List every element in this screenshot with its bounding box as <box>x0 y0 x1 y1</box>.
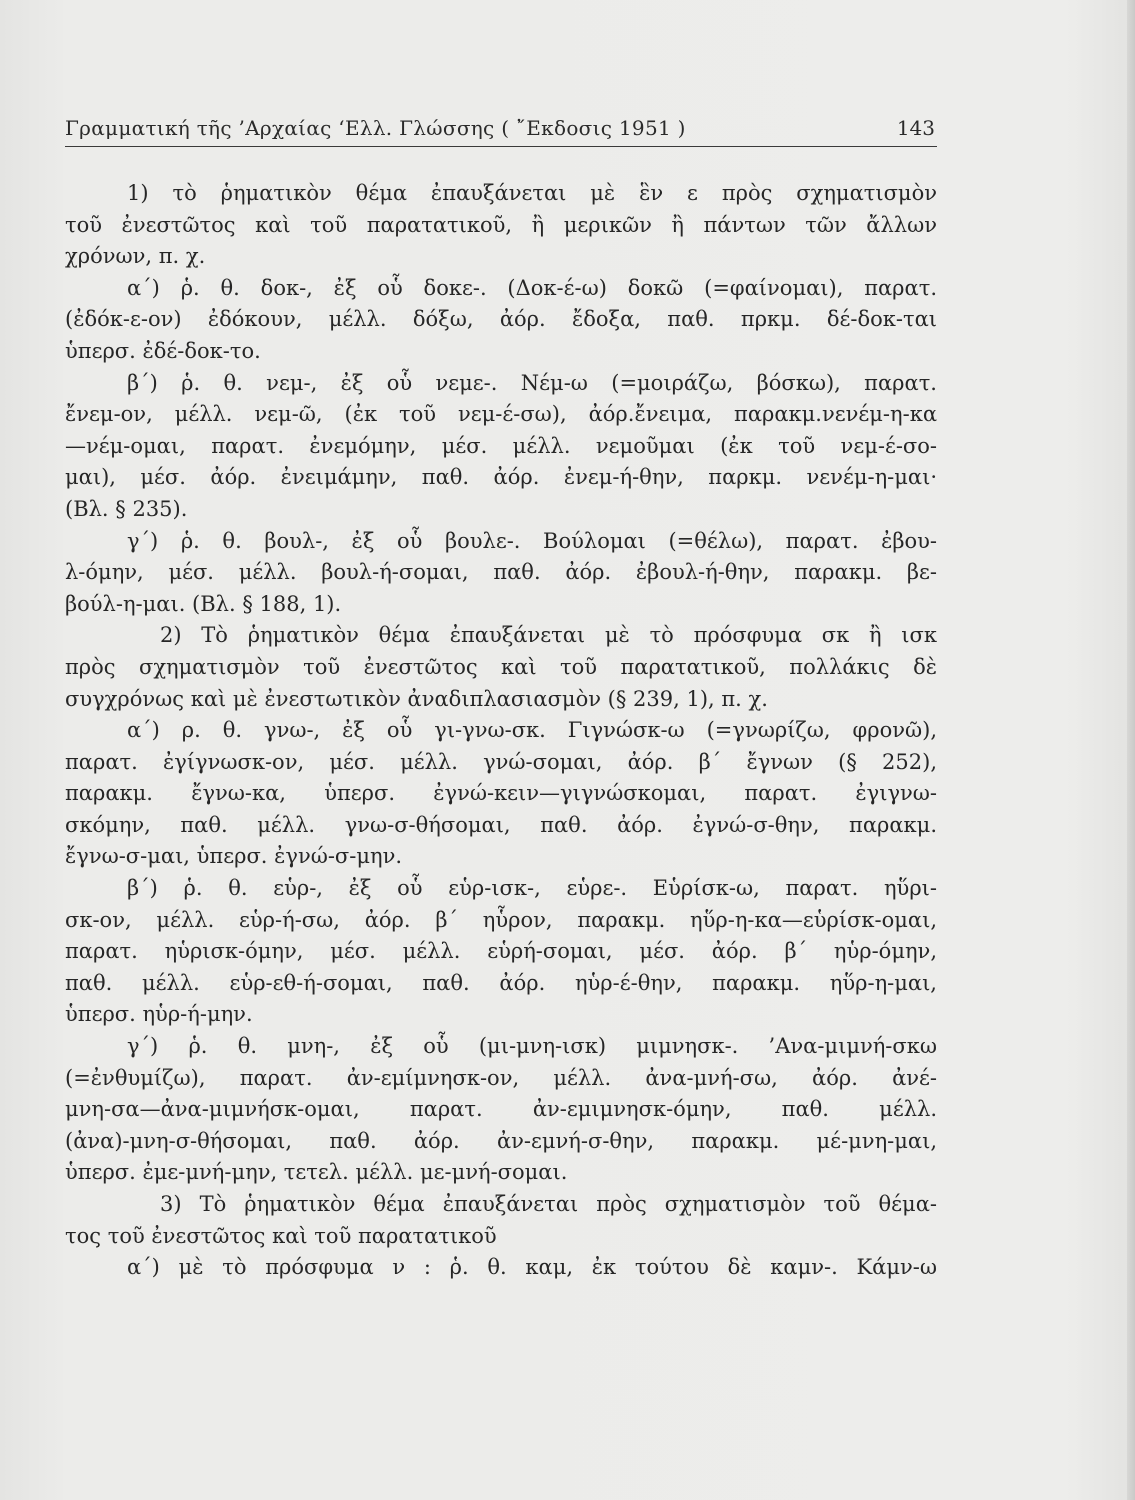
text-line: (=ἐνθυμίζω), παρατ. ἀν-εμίμνησκ-ον, μέλλ. ἀνα-μνή-σω, ἀόρ. ἀνέ- <box>65 1065 937 1090</box>
text-line: β΄) ῥ. θ. εὑρ-, ἐξ οὗ εὑρ-ισκ-, εὑρε-. Εὑρίσκ-ω, παρατ. ηὕρι- <box>127 876 937 901</box>
text-line: α΄) μὲ τὸ πρόσφυμα ν : ῥ. θ. καμ, ἐκ τούτου δὲ καμν-. Κάμν-ω <box>127 1255 937 1280</box>
page-edge-shadow <box>1127 0 1135 1500</box>
text-line: γ΄) ῥ. θ. μνη-, ἐξ οὗ (μι-μνη-ισκ) μιμνησκ-. ’Ανα-μιμνή-σκω <box>127 1034 937 1059</box>
text-line: (Βλ. § 235). <box>65 496 188 521</box>
text-line: (ἐδόκ-ε-ον) ἐδόκουν, μέλλ. δόξω, ἀόρ. ἔδοξα, παθ. πρκμ. δέ-δοκ-ται <box>65 307 937 332</box>
text-line: γ΄) ῥ. θ. βουλ-, ἐξ οὗ βουλε-. Βούλομαι (=θέλω), παρατ. ἐβου- <box>127 528 937 553</box>
text-line: —νέμ-ομαι, παρατ. ἐνεμόμην, μέσ. μέλλ. νεμοῦμαι (ἐκ τοῦ νεμ-έ-σο- <box>65 433 937 458</box>
text-line: συγχρόνως καὶ μὲ ἐνεστωτικὸν ἀναδιπλασιασμὸν (§ 239, 1), π. χ. <box>65 686 768 711</box>
text-line: 1) τὸ ῥηματικὸν θέμα ἐπαυξάνεται μὲ ἓν ε πρὸς σχηματισμὸν <box>127 181 937 205</box>
text-line: μαι), μέσ. ἀόρ. ἐνειμάμην, παθ. ἀόρ. ἐνεμ-ή-θην, παρκμ. νενέμ-η-μαι· <box>65 465 937 490</box>
running-title: Γραμματική τῆς ’Αρχαίας ‘Ελλ. Γλώσσης ( ῎Εκδοσις 1951 ) <box>65 116 686 140</box>
text-line: βούλ-η-μαι. (Βλ. § 188, 1). <box>65 591 342 616</box>
text-line: σκόμην, παθ. μέλλ. γνω-σ-θήσομαι, παθ. ἀόρ. ἐγνώ-σ-θην, παρακμ. <box>65 812 937 837</box>
text-line: παρατ. ἐγίγνωσκ-ον, μέσ. μέλλ. γνώ-σομαι, ἀόρ. β΄ ἔγνων (§ 252), <box>65 749 937 774</box>
text-line: μνη-σα—ἀνα-μιμνήσκ-ομαι, παρατ. ἀν-εμιμνησκ-όμην, παθ. μέλλ. <box>65 1097 937 1122</box>
text-line: χρόνων, π. χ. <box>65 244 206 269</box>
text-line: ὑπερσ. ἐδέ-δοκ-το. <box>65 338 261 363</box>
text-line: ἔνεμ-ον, μέλλ. νεμ-ῶ, (ἐκ τοῦ νεμ-έ-σω), ἀόρ.ἔνειμα, παρακμ.νενέμ-η-κα <box>65 402 937 427</box>
text-line: α΄) ῥ. θ. δοκ-, ἐξ οὗ δοκε-. (Δοκ-έ-ω) δοκῶ (=φαίνομαι), παρατ. <box>127 275 937 300</box>
text-line: ὑπερσ. ἐμε-μνή-μην, τετελ. μέλλ. με-μνή-σομαι. <box>65 1160 568 1185</box>
running-header <box>65 112 937 147</box>
text-line: ἔγνω-σ-μαι, ὑπερσ. ἐγνώ-σ-μην. <box>65 844 403 869</box>
text-line: τοῦ ἐνεστῶτος καὶ τοῦ παρατατικοῦ, ἢ μερικῶν ἢ πάντων τῶν ἄλλων <box>65 212 937 237</box>
text-line: παθ. μέλλ. εὑρ-εθ-ή-σομαι, παθ. ἀόρ. ηὑρ-έ-θην, παρακμ. ηὕρ-η-μαι, <box>65 970 937 995</box>
text-line: σκ-ον, μέλλ. εὑρ-ή-σω, ἀόρ. β΄ ηὗρον, παρακμ. ηὕρ-η-κα—εὑρίσκ-ομαι, <box>65 907 937 932</box>
text-line: παρακμ. ἔγνω-κα, ὑπερσ. ἐγνώ-κειν—γιγνώσκομαι, παρατ. ἐγιγνω- <box>65 781 937 806</box>
text-line: παρατ. ηὑρισκ-όμην, μέσ. μέλλ. εὑρή-σομαι, μέσ. ἀόρ. β΄ ηὑρ-όμην, <box>65 939 937 964</box>
text-line: 3) Τὸ ῥηματικὸν θέμα ἐπαυξάνεται πρὸς σχηματισμὸν τοῦ θέμα- <box>160 1192 937 1216</box>
page-number: 143 <box>896 116 935 140</box>
text-line: πρὸς σχηματισμὸν τοῦ ἐνεστῶτος καὶ τοῦ παρατατικοῦ, πολλάκις δὲ <box>65 654 937 679</box>
text-line: λ-όμην, μέσ. μέλλ. βουλ-ή-σομαι, παθ. ἀόρ. ἐβουλ-ή-θην, παρακμ. βε- <box>65 560 937 585</box>
main-text <box>65 178 937 1284</box>
text-line: (ἀνα)-μνη-σ-θήσομαι, παθ. ἀόρ. ἀν-εμνή-σ-θην, παρακμ. μέ-μνη-μαι, <box>65 1128 937 1153</box>
text-line: 2) Τὸ ῥηματικὸν θέμα ἐπαυξάνεται μὲ τὸ πρόσφυμα σκ ἢ ισκ <box>160 623 937 648</box>
text-line: ὑπερσ. ηὑρ-ή-μην. <box>65 1002 253 1027</box>
text-line: α΄) ρ. θ. γνω-, ἐξ οὗ γι-γνω-σκ. Γιγνώσκ-ω (=γνωρίζω, φρονῶ), <box>127 718 937 743</box>
text-line: τος τοῦ ἐνεστῶτος καὶ τοῦ παρατατικοῦ <box>65 1223 497 1248</box>
text-line: β΄) ῥ. θ. νεμ-, ἐξ οὗ νεμε-. Νέμ-ω (=μοιράζω, βόσκω), παρατ. <box>127 370 937 395</box>
